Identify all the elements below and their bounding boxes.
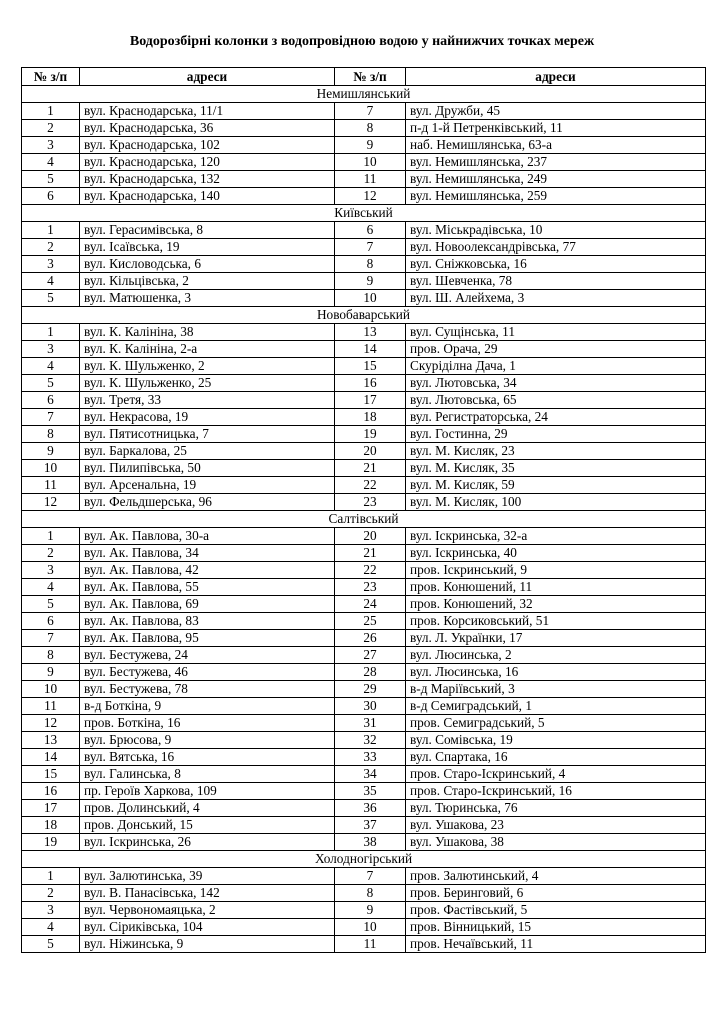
address-right: вул. М. Кисляк, 35 [406, 460, 706, 477]
table-row [22, 562, 706, 579]
address-right: вул. Спартака, 16 [406, 749, 706, 766]
table-row [22, 766, 706, 783]
row-number-left: 1 [22, 868, 80, 885]
address-left: пров. Долинський, 4 [80, 800, 335, 817]
row-number-right: 6 [335, 222, 406, 239]
table-row [22, 698, 706, 715]
table-row [22, 171, 706, 188]
table-row [22, 154, 706, 171]
district-name: Немишлянський [22, 86, 706, 103]
address-left: вул. К. Калініна, 2-а [80, 341, 335, 358]
district-header-row [22, 511, 706, 528]
row-number-left: 1 [22, 324, 80, 341]
row-number-right: 14 [335, 341, 406, 358]
address-right: вул. Люсинська, 16 [406, 664, 706, 681]
address-left: вул. Краснодарська, 140 [80, 188, 335, 205]
row-number-right: 18 [335, 409, 406, 426]
row-number-left: 3 [22, 137, 80, 154]
row-number-left: 10 [22, 460, 80, 477]
address-right: вул. Сомівська, 19 [406, 732, 706, 749]
row-number-right: 7 [335, 239, 406, 256]
district-name: Холодногірський [22, 851, 706, 868]
address-left: вул. Іскринська, 26 [80, 834, 335, 851]
row-number-right: 15 [335, 358, 406, 375]
document-title: Водорозбірні колонки з водопровідною водою у найнижчих точках мереж [129, 34, 595, 49]
row-number-right: 35 [335, 783, 406, 800]
row-number-right: 9 [335, 137, 406, 154]
row-number-right: 37 [335, 817, 406, 834]
row-number-left: 2 [22, 885, 80, 902]
address-right: вул. М. Кисляк, 23 [406, 443, 706, 460]
table-row [22, 409, 706, 426]
row-number-right: 20 [335, 443, 406, 460]
row-number-left: 5 [22, 375, 80, 392]
row-number-left: 12 [22, 715, 80, 732]
address-left: вул. Краснодарська, 36 [80, 120, 335, 137]
address-right: пров. Корсиковський, 51 [406, 613, 706, 630]
address-right: вул. Дружби, 45 [406, 103, 706, 120]
district-header-row [22, 205, 706, 222]
address-left: вул. Червономаяцька, 2 [80, 902, 335, 919]
column-header-address-left: адреси [80, 68, 335, 86]
row-number-right: 8 [335, 256, 406, 273]
table-row [22, 596, 706, 613]
table-row [22, 426, 706, 443]
table-header-row [22, 68, 706, 86]
address-left: вул. К. Шульженко, 25 [80, 375, 335, 392]
row-number-left: 12 [22, 494, 80, 511]
address-left: вул. Ак. Павлова, 69 [80, 596, 335, 613]
row-number-right: 8 [335, 885, 406, 902]
table-row [22, 324, 706, 341]
address-right: вул. Регистраторська, 24 [406, 409, 706, 426]
district-header-row [22, 86, 706, 103]
table-row [22, 222, 706, 239]
address-left: вул. Фельдшерська, 96 [80, 494, 335, 511]
row-number-left: 4 [22, 579, 80, 596]
row-number-left: 11 [22, 698, 80, 715]
address-right: вул. Лютовська, 65 [406, 392, 706, 409]
row-number-right: 11 [335, 171, 406, 188]
row-number-left: 4 [22, 154, 80, 171]
row-number-left: 19 [22, 834, 80, 851]
table-row [22, 681, 706, 698]
row-number-right: 10 [335, 290, 406, 307]
row-number-right: 19 [335, 426, 406, 443]
address-left: вул. Герасимівська, 8 [80, 222, 335, 239]
row-number-left: 8 [22, 647, 80, 664]
row-number-left: 1 [22, 528, 80, 545]
row-number-right: 20 [335, 528, 406, 545]
table-row [22, 103, 706, 120]
address-left: вул. Арсенальна, 19 [80, 477, 335, 494]
address-left: вул. Пилипівська, 50 [80, 460, 335, 477]
row-number-left: 8 [22, 426, 80, 443]
column-header-number-right: № з/п [335, 68, 406, 86]
address-left: пров. Донський, 15 [80, 817, 335, 834]
row-number-left: 7 [22, 630, 80, 647]
address-left: вул. Ніжинська, 9 [80, 936, 335, 953]
row-number-right: 25 [335, 613, 406, 630]
table-row [22, 783, 706, 800]
address-right: вул. Немишлянська, 249 [406, 171, 706, 188]
address-left: в-д Боткіна, 9 [80, 698, 335, 715]
table-row [22, 545, 706, 562]
address-left: вул. Брюсова, 9 [80, 732, 335, 749]
address-left: вул. Краснодарська, 11/1 [80, 103, 335, 120]
row-number-right: 8 [335, 120, 406, 137]
table-row [22, 290, 706, 307]
address-left: пров. Боткіна, 16 [80, 715, 335, 732]
table-row [22, 392, 706, 409]
address-right: пров. Вінницький, 15 [406, 919, 706, 936]
table-row [22, 120, 706, 137]
address-right: пров. Беринговий, 6 [406, 885, 706, 902]
row-number-right: 36 [335, 800, 406, 817]
row-number-right: 28 [335, 664, 406, 681]
row-number-left: 9 [22, 443, 80, 460]
row-number-left: 5 [22, 290, 80, 307]
row-number-left: 7 [22, 409, 80, 426]
row-number-right: 12 [335, 188, 406, 205]
table-row [22, 137, 706, 154]
district-name: Київський [22, 205, 706, 222]
table-row [22, 902, 706, 919]
address-right: вул. Ш. Алейхема, 3 [406, 290, 706, 307]
address-left: вул. Ісаївська, 19 [80, 239, 335, 256]
table-row [22, 375, 706, 392]
table-row [22, 341, 706, 358]
address-right: пров. Нечаївський, 11 [406, 936, 706, 953]
table-row [22, 460, 706, 477]
row-number-right: 17 [335, 392, 406, 409]
row-number-left: 4 [22, 919, 80, 936]
address-right: пров. Конюшений, 11 [406, 579, 706, 596]
address-right: п-д 1-й Петренківський, 11 [406, 120, 706, 137]
table-row [22, 868, 706, 885]
row-number-left: 10 [22, 681, 80, 698]
row-number-right: 23 [335, 494, 406, 511]
table-row [22, 256, 706, 273]
row-number-right: 10 [335, 919, 406, 936]
column-header-number-left: № з/п [22, 68, 80, 86]
row-number-right: 34 [335, 766, 406, 783]
address-right: вул. Немишлянська, 237 [406, 154, 706, 171]
row-number-left: 16 [22, 783, 80, 800]
table-row [22, 834, 706, 851]
table-row [22, 800, 706, 817]
address-left: вул. Ак. Павлова, 55 [80, 579, 335, 596]
address-right: пров. Конюшений, 32 [406, 596, 706, 613]
row-number-left: 5 [22, 171, 80, 188]
address-left: пр. Героїв Харкова, 109 [80, 783, 335, 800]
address-right: в-д Маріївський, 3 [406, 681, 706, 698]
address-right: пров. Іскринський, 9 [406, 562, 706, 579]
row-number-left: 15 [22, 766, 80, 783]
address-right: вул. Міськрадівська, 10 [406, 222, 706, 239]
row-number-left: 3 [22, 562, 80, 579]
table-row [22, 528, 706, 545]
address-left: вул. Пятисотницька, 7 [80, 426, 335, 443]
address-left: вул. Баркалова, 25 [80, 443, 335, 460]
table-row [22, 749, 706, 766]
address-left: вул. Краснодарська, 120 [80, 154, 335, 171]
row-number-right: 7 [335, 103, 406, 120]
table-row [22, 443, 706, 460]
row-number-left: 17 [22, 800, 80, 817]
address-left: вул. Галинська, 8 [80, 766, 335, 783]
row-number-left: 4 [22, 273, 80, 290]
table-row [22, 239, 706, 256]
row-number-left: 11 [22, 477, 80, 494]
address-right: вул. Немишлянська, 259 [406, 188, 706, 205]
row-number-left: 5 [22, 936, 80, 953]
address-left: вул. Матюшенка, 3 [80, 290, 335, 307]
row-number-right: 9 [335, 273, 406, 290]
table-row [22, 477, 706, 494]
row-number-left: 13 [22, 732, 80, 749]
address-left: вул. Бестужева, 78 [80, 681, 335, 698]
address-left: вул. Ак. Павлова, 83 [80, 613, 335, 630]
address-left: вул. Вятська, 16 [80, 749, 335, 766]
row-number-left: 4 [22, 358, 80, 375]
table-row [22, 273, 706, 290]
address-left: вул. Некрасова, 19 [80, 409, 335, 426]
column-header-address-right: адреси [406, 68, 706, 86]
address-right: вул. Новоолександрівська, 77 [406, 239, 706, 256]
table-row [22, 358, 706, 375]
row-number-right: 38 [335, 834, 406, 851]
row-number-left: 2 [22, 239, 80, 256]
row-number-left: 9 [22, 664, 80, 681]
address-right: наб. Немишлянська, 63-а [406, 137, 706, 154]
address-left: вул. Ак. Павлова, 95 [80, 630, 335, 647]
address-right: вул. Люсинська, 2 [406, 647, 706, 664]
address-right: вул. Гостинна, 29 [406, 426, 706, 443]
table-row [22, 936, 706, 953]
address-right: пров. Залютинський, 4 [406, 868, 706, 885]
row-number-left: 3 [22, 256, 80, 273]
row-number-right: 33 [335, 749, 406, 766]
address-right: вул. М. Кисляк, 100 [406, 494, 706, 511]
row-number-right: 31 [335, 715, 406, 732]
address-left: вул. Краснодарська, 132 [80, 171, 335, 188]
address-right: вул. Іскринська, 40 [406, 545, 706, 562]
table-row [22, 885, 706, 902]
row-number-left: 6 [22, 613, 80, 630]
row-number-right: 29 [335, 681, 406, 698]
table-row [22, 613, 706, 630]
row-number-right: 30 [335, 698, 406, 715]
row-number-left: 3 [22, 341, 80, 358]
row-number-right: 9 [335, 902, 406, 919]
row-number-left: 5 [22, 596, 80, 613]
row-number-right: 22 [335, 477, 406, 494]
row-number-right: 10 [335, 154, 406, 171]
row-number-left: 1 [22, 222, 80, 239]
table-row [22, 647, 706, 664]
row-number-left: 6 [22, 392, 80, 409]
address-right: пров. Орача, 29 [406, 341, 706, 358]
row-number-right: 16 [335, 375, 406, 392]
table-row [22, 188, 706, 205]
row-number-left: 1 [22, 103, 80, 120]
address-left: вул. Ак. Павлова, 42 [80, 562, 335, 579]
address-table [21, 67, 706, 953]
row-number-right: 22 [335, 562, 406, 579]
address-right: вул. Л. Українки, 17 [406, 630, 706, 647]
address-left: вул. Ак. Павлова, 30-а [80, 528, 335, 545]
row-number-right: 7 [335, 868, 406, 885]
row-number-right: 13 [335, 324, 406, 341]
table-row [22, 715, 706, 732]
row-number-right: 32 [335, 732, 406, 749]
table-row [22, 579, 706, 596]
address-right: пров. Старо-Іскринський, 16 [406, 783, 706, 800]
table-row [22, 919, 706, 936]
address-left: вул. Залютинська, 39 [80, 868, 335, 885]
address-right: в-д Семиградський, 1 [406, 698, 706, 715]
address-left: вул. В. Панасівська, 142 [80, 885, 335, 902]
address-left: вул. Третя, 33 [80, 392, 335, 409]
address-right: вул. Ушакова, 38 [406, 834, 706, 851]
table-body [22, 86, 706, 953]
district-header-row [22, 851, 706, 868]
address-right: вул. Іскринська, 32-а [406, 528, 706, 545]
row-number-right: 26 [335, 630, 406, 647]
table-row [22, 732, 706, 749]
table-row [22, 817, 706, 834]
address-right: Скуріділна Дача, 1 [406, 358, 706, 375]
table-row [22, 494, 706, 511]
address-left: вул. Бестужева, 46 [80, 664, 335, 681]
address-left: вул. К. Калініна, 38 [80, 324, 335, 341]
row-number-right: 27 [335, 647, 406, 664]
row-number-left: 2 [22, 120, 80, 137]
row-number-right: 23 [335, 579, 406, 596]
table-row [22, 664, 706, 681]
row-number-left: 6 [22, 188, 80, 205]
address-left: вул. К. Шульженко, 2 [80, 358, 335, 375]
row-number-left: 3 [22, 902, 80, 919]
address-left: вул. Сіриківська, 104 [80, 919, 335, 936]
row-number-right: 21 [335, 545, 406, 562]
address-left: вул. Ак. Павлова, 34 [80, 545, 335, 562]
row-number-left: 18 [22, 817, 80, 834]
district-name: Салтівський [22, 511, 706, 528]
address-right: вул. Сніжковська, 16 [406, 256, 706, 273]
address-right: вул. Ушакова, 23 [406, 817, 706, 834]
address-left: вул. Кисловодська, 6 [80, 256, 335, 273]
district-name: Новобаварський [22, 307, 706, 324]
address-left: вул. Кільцівська, 2 [80, 273, 335, 290]
district-header-row [22, 307, 706, 324]
address-right: вул. Лютовська, 34 [406, 375, 706, 392]
address-left: вул. Краснодарська, 102 [80, 137, 335, 154]
row-number-left: 2 [22, 545, 80, 562]
address-left: вул. Бестужева, 24 [80, 647, 335, 664]
table-row [22, 630, 706, 647]
row-number-left: 14 [22, 749, 80, 766]
address-right: вул. М. Кисляк, 59 [406, 477, 706, 494]
address-right: пров. Старо-Іскринський, 4 [406, 766, 706, 783]
address-right: вул. Сущінська, 11 [406, 324, 706, 341]
address-right: пров. Семиградський, 5 [406, 715, 706, 732]
row-number-right: 24 [335, 596, 406, 613]
row-number-right: 21 [335, 460, 406, 477]
address-right: пров. Фастівський, 5 [406, 902, 706, 919]
address-right: вул. Тюринська, 76 [406, 800, 706, 817]
row-number-right: 11 [335, 936, 406, 953]
address-right: вул. Шевченка, 78 [406, 273, 706, 290]
